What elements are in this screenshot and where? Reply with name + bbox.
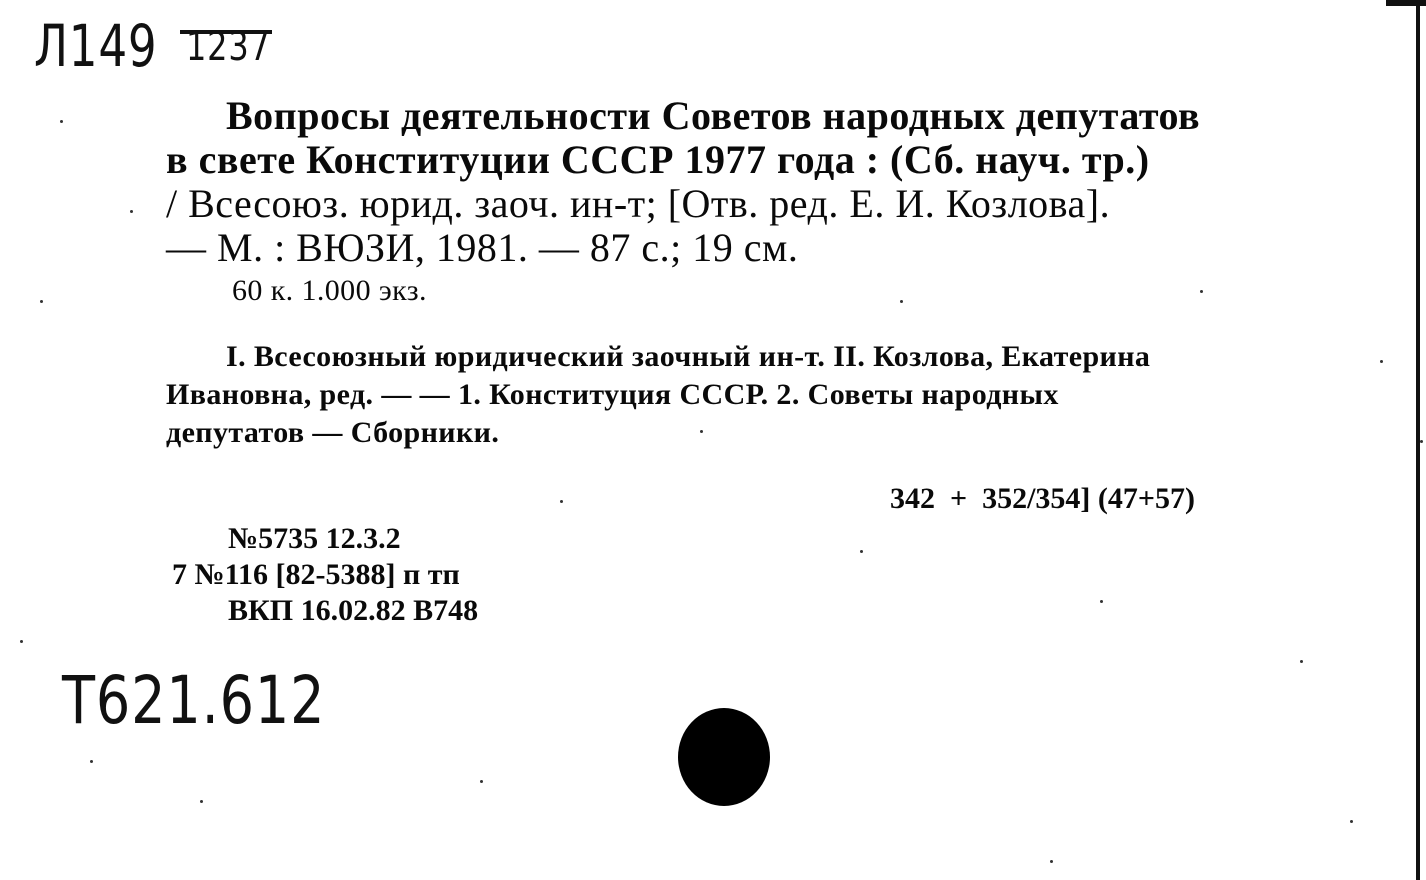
speck (1100, 600, 1103, 603)
record-line-3: ВКП 16.02.82 В748 (228, 594, 479, 627)
speck (1200, 290, 1203, 293)
classification-number: 342 + 352/354] (47+57) (890, 482, 1195, 515)
handwritten-class-mark: Т621.612 (62, 662, 326, 739)
speck (1380, 360, 1383, 363)
speck (20, 640, 23, 643)
speck (900, 300, 903, 303)
speck (1050, 860, 1053, 863)
speck (40, 300, 43, 303)
responsibility-line: / Всесоюз. юрид. заоч. ин-т; [Отв. ред. Е. И. Козлова]. (166, 181, 1111, 226)
speck (860, 550, 863, 553)
tracings-line-1: I. Всесоюзный юридический заочный ин-т. II. Козлова, Екатерина (226, 340, 1151, 373)
speck (60, 120, 63, 123)
record-line-2: 7 №116 [82-5388] п тп (172, 558, 460, 591)
speck (200, 800, 203, 803)
speck (1420, 440, 1423, 443)
tracings-line-2: Ивановна, ред. — — 1. Конституция СССР. 2. Советы народных (166, 378, 1059, 411)
title-line-2: в свете Конституции СССР 1977 года : (Сб. науч. тр.) (166, 137, 1150, 182)
handwritten-shelf-number: 1237 (186, 24, 271, 70)
punch-hole (678, 708, 770, 806)
speck (90, 760, 93, 763)
speck (130, 210, 133, 213)
price-print-run: 60 к. 1.000 экз. (232, 274, 427, 307)
speck (1350, 820, 1353, 823)
record-line-1: №5735 12.3.2 (228, 522, 401, 555)
title-line-1: Вопросы деятельности Советов народных депутатов (226, 93, 1201, 138)
speck (560, 500, 563, 503)
handwritten-shelf-mark: Л149 (34, 12, 158, 80)
tracings-line-3: депутатов — Сборники. (166, 416, 500, 449)
speck (700, 430, 703, 433)
imprint-line: — М. : ВЮЗИ, 1981. — 87 с.; 19 см. (166, 225, 799, 270)
speck (1300, 660, 1303, 663)
speck (480, 780, 483, 783)
card-edge-tick (1386, 0, 1426, 6)
